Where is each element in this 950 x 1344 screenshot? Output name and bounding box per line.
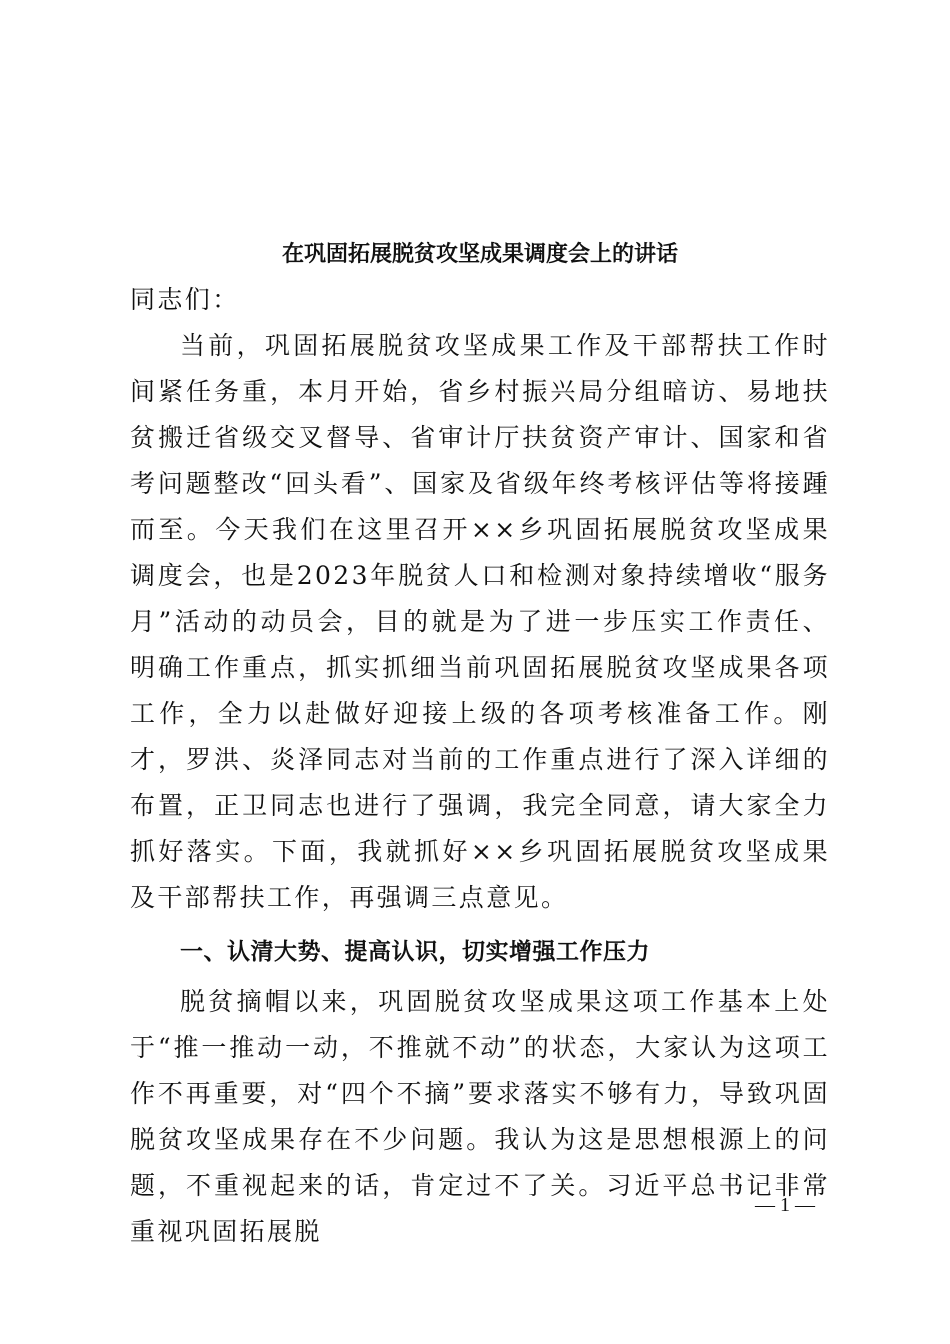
salutation: 同志们： <box>130 285 240 314</box>
body-paragraph: 当前，巩固拓展脱贫攻坚成果工作及干部帮扶工作时间紧任务重，本月开始，省乡村振兴局分组暗访、易地扶贫搬迁省级交叉督导、省审计厅扶贫资产审计、国家和省考问题整改“回头看”、国家及省级年终考核评估等将接踵而至。今天我们在这里召开××乡巩固拓展脱贫攻坚成果调度会，也是2023年脱贫人口和检测对象持续增收“服务月”活动的动员会，目的就是为了进一步压实工作责任、明确工作重点，抓实抓细当前巩固拓展脱贫攻坚成果各项工作，全力以赴做好迎接上级的各项考核准备工作。刚才，罗洪、炎泽同志对当前的工作重点进行了深入详细的布置，正卫同志也进行了强调，我完全同意，请大家全力抓好落实。下面，我就抓好××乡巩固拓展脱贫攻坚成果及干部帮扶工作，再强调三点意见。 <box>130 331 830 912</box>
page-number: — 1 — <box>755 1194 815 1216</box>
document-title: 在巩固拓展脱贫攻坚成果调度会上的讲话 <box>281 241 678 267</box>
section-heading: 一、认清大势、提高认识，切实增强工作压力 <box>180 939 650 965</box>
document-body <box>130 277 830 1255</box>
body-paragraph: 脱贫摘帽以来，巩固脱贫攻坚成果这项工作基本上处于“推一推动一动，不推就不动”的状态，大家认为这项工作不再重要，对“四个不摘”要求落实不够有力，导致巩固脱贫攻坚成果存在不少问题。我认为这是思想根源上的问题，不重视起来的话，肯定过不了关。习近平总书记非常重视巩固拓展脱 <box>130 987 830 1246</box>
